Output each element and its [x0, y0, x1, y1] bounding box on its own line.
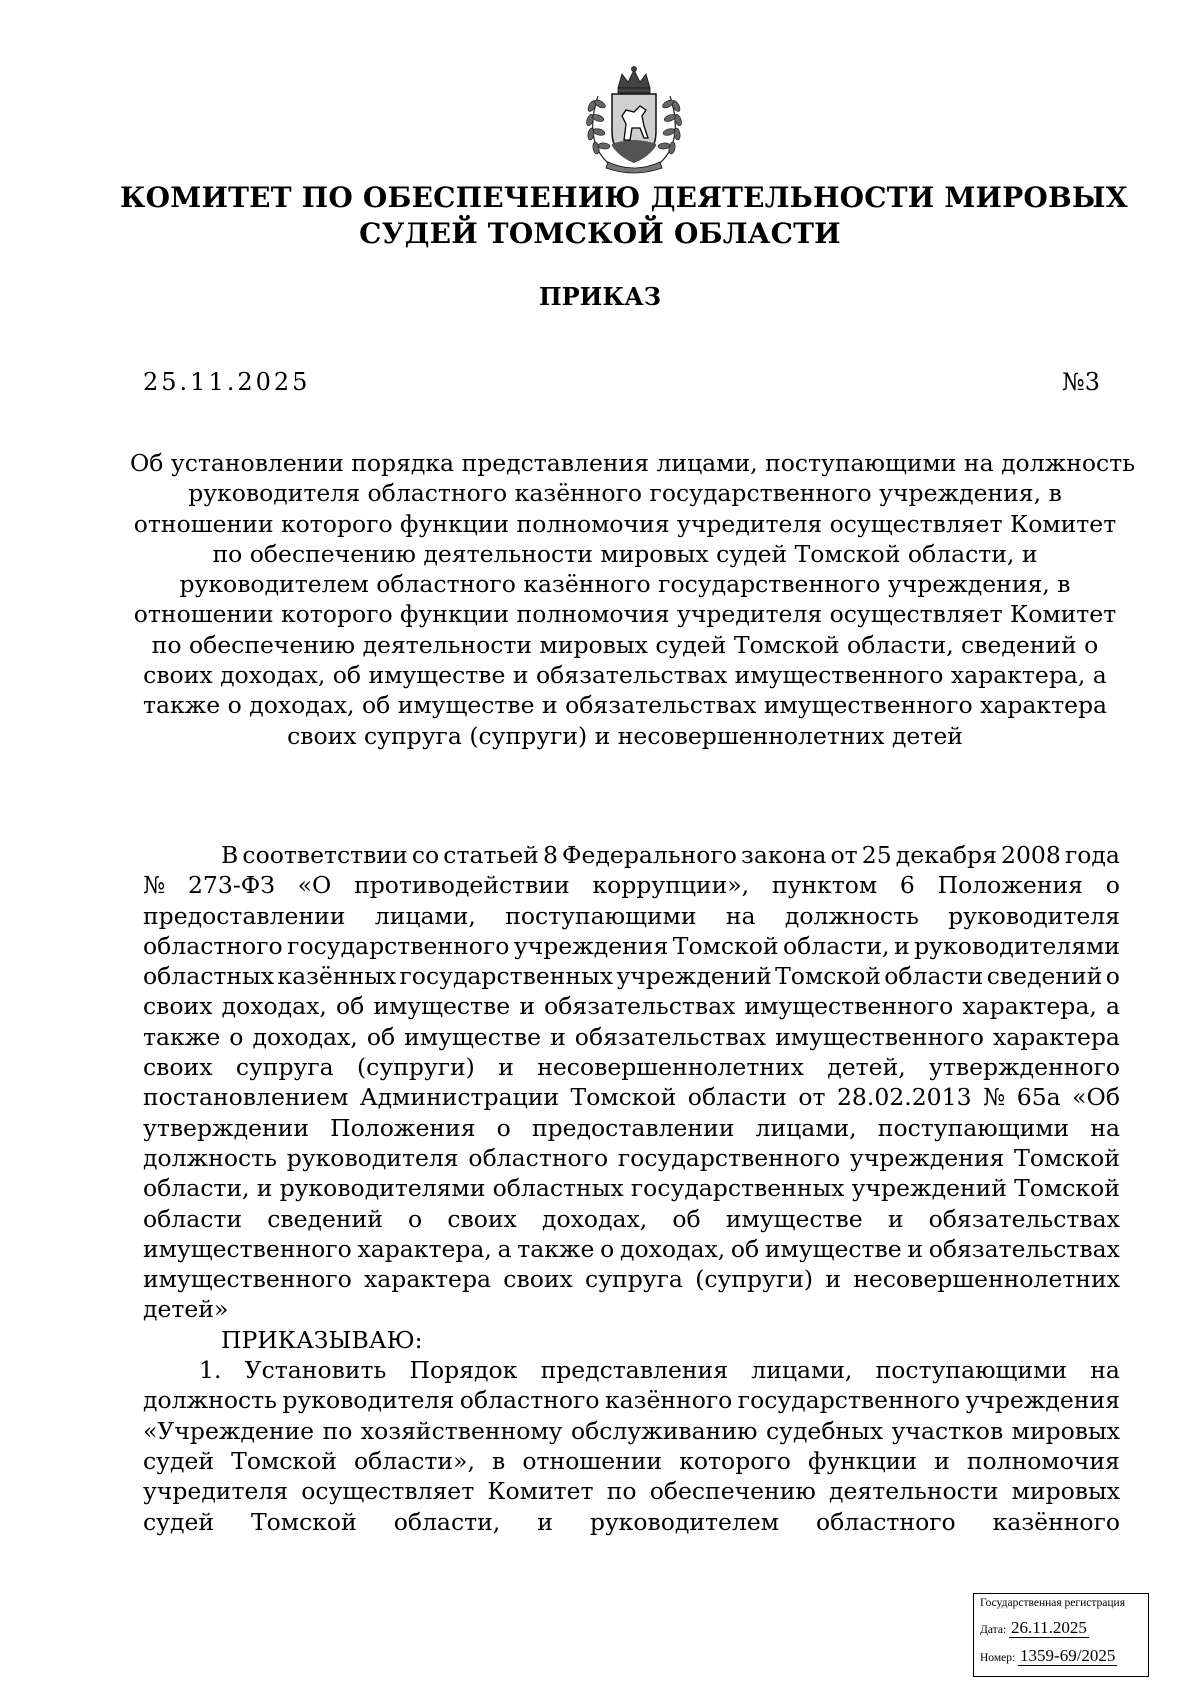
- word: области,: [143, 1174, 250, 1203]
- org-line-2: СУДЕЙ ТОМСКОЙ ОБЛАСТИ: [359, 217, 841, 250]
- word: пунктом: [771, 871, 878, 900]
- word: и: [537, 1507, 553, 1536]
- word: области: [884, 962, 984, 991]
- word: области»,: [354, 1446, 475, 1475]
- document-subject: [130, 448, 1136, 751]
- word: имуществе: [404, 1022, 541, 1051]
- word: 65а: [1016, 1083, 1061, 1112]
- word: соответствии: [242, 841, 408, 869]
- preamble-line: [143, 1022, 1120, 1052]
- preamble-line: [143, 961, 1120, 991]
- word: государственных: [630, 1174, 845, 1203]
- preamble-line: [143, 991, 1120, 1021]
- item-1-line: [143, 1446, 1120, 1476]
- word: и: [519, 992, 535, 1021]
- word: и: [550, 1022, 566, 1051]
- word: осуществляет: [301, 1477, 475, 1506]
- word: и: [894, 931, 910, 960]
- word: закона: [741, 841, 827, 869]
- item-1-line: [143, 1385, 1120, 1415]
- word: должность: [143, 1386, 277, 1415]
- word: об: [366, 1022, 396, 1051]
- word: Комитет: [487, 1477, 594, 1506]
- document-number: №3: [1062, 368, 1100, 396]
- word: руководителя: [282, 1386, 455, 1415]
- preamble-line: [143, 1173, 1120, 1203]
- word: Положения: [937, 871, 1083, 900]
- word: доходах,: [541, 1204, 648, 1233]
- word: имущественного: [775, 1022, 984, 1051]
- preamble-line: [143, 1234, 1120, 1264]
- word: области,: [393, 1507, 501, 1536]
- word: характера: [364, 1265, 492, 1294]
- word: своих: [447, 1204, 517, 1233]
- document-body: [143, 840, 1120, 1537]
- word: казённого: [604, 1386, 733, 1415]
- word: и: [498, 1053, 514, 1082]
- preamble-line: [143, 1082, 1120, 1112]
- word: на: [1090, 1113, 1120, 1142]
- word: (супруги): [695, 1265, 814, 1294]
- word: 25: [861, 841, 892, 869]
- word: обязательствах: [544, 992, 736, 1021]
- word: об: [672, 1204, 701, 1233]
- word: года: [1064, 841, 1120, 869]
- subject-line: по обеспечению деятельности мировых судей Томской области, и: [212, 539, 1038, 568]
- word: своих: [143, 1053, 213, 1082]
- word: 6: [899, 871, 915, 900]
- word: супруга: [585, 1265, 683, 1294]
- word: Томской: [570, 1083, 677, 1112]
- word: мировых: [1011, 1416, 1120, 1445]
- word: Томской: [1014, 1174, 1120, 1203]
- word: доходах,: [252, 1022, 358, 1051]
- word: а: [1105, 992, 1120, 1021]
- tomsk-coat-of-arms-icon: [578, 66, 690, 176]
- word: должность: [143, 1143, 277, 1172]
- word: статьей: [443, 841, 539, 869]
- word: 28.02.2013: [836, 1083, 972, 1112]
- subject-line: отношении которого функции полномочия учредителя осуществляет Комитет: [133, 509, 1117, 538]
- word: руководителями: [914, 931, 1120, 960]
- word: характера: [992, 1022, 1120, 1051]
- word: Томской: [672, 931, 779, 960]
- word: учреждения: [965, 1386, 1120, 1415]
- word: государственного: [617, 1143, 841, 1172]
- word: супруга: [235, 1053, 334, 1082]
- word: несовершеннолетних: [537, 1053, 804, 1082]
- word: и: [887, 1204, 904, 1233]
- word: а: [497, 1234, 512, 1263]
- word: обслуживанию: [570, 1416, 758, 1445]
- word: имуществе: [725, 1204, 863, 1233]
- word: Установить: [244, 1356, 387, 1385]
- word: должность: [784, 901, 919, 930]
- word: Томской: [1014, 1143, 1120, 1172]
- word: полномочия: [966, 1446, 1120, 1475]
- word: также: [143, 1022, 221, 1051]
- word: №: [983, 1083, 1006, 1112]
- word: обязательствах: [928, 1234, 1120, 1263]
- word: Положения: [330, 1113, 476, 1142]
- word: утвержденного: [929, 1053, 1120, 1082]
- word: имуществе: [373, 992, 511, 1021]
- item-1-line: [143, 1416, 1120, 1446]
- word: области,: [783, 931, 890, 960]
- word: своих: [503, 1265, 573, 1294]
- word: представления: [540, 1356, 729, 1385]
- word: хозяйственному: [360, 1416, 563, 1445]
- order-word: ПРИКАЗЫВАЮ:: [221, 1325, 423, 1354]
- word: области: [143, 1204, 243, 1233]
- subject-line: отношении которого функции полномочия учредителя осуществляет Комитет: [133, 600, 1117, 629]
- word: о: [1105, 871, 1120, 900]
- word: 273-ФЗ: [187, 871, 275, 900]
- word: государственного: [737, 1386, 961, 1415]
- word: №: [143, 871, 166, 900]
- word: поступающими: [875, 1356, 1068, 1385]
- word: областных: [143, 962, 275, 991]
- word: характера,: [357, 1234, 492, 1263]
- word: учредителя: [143, 1477, 289, 1506]
- word: Томской: [231, 1446, 337, 1475]
- word: области: [687, 1083, 787, 1112]
- word: и: [256, 1174, 273, 1203]
- preamble-line: [143, 840, 1120, 870]
- word: учреждения: [849, 1143, 1005, 1172]
- word: и: [934, 1446, 950, 1475]
- word: о: [408, 1204, 423, 1233]
- word: со: [411, 841, 440, 869]
- word: судей: [143, 1507, 215, 1536]
- item-1-line: [143, 1355, 1120, 1385]
- word: Томской: [250, 1507, 357, 1536]
- word: о: [1105, 962, 1120, 991]
- word: характера,: [962, 992, 1097, 1021]
- word: на: [725, 901, 756, 930]
- word: от: [798, 1083, 826, 1112]
- stamp-number-row: [980, 1646, 1117, 1666]
- stamp-number-label: Номер:: [980, 1652, 1016, 1664]
- preamble-line: [143, 1204, 1120, 1234]
- word: мировых: [1011, 1477, 1120, 1506]
- document-date: 25.11.2025: [143, 368, 311, 396]
- word: предоставлении: [143, 901, 346, 930]
- preamble-line: [143, 1264, 1120, 1294]
- word: отношении: [522, 1446, 663, 1475]
- item-1-line: [143, 1507, 1120, 1537]
- registration-stamp: [973, 1593, 1149, 1677]
- word: В: [221, 841, 239, 869]
- word: своих: [143, 992, 213, 1021]
- preamble-line: [143, 931, 1120, 961]
- word: утверждении: [143, 1113, 309, 1142]
- word: учреждений: [616, 962, 772, 991]
- word: судебных: [765, 1416, 884, 1445]
- stamp-title: Государственная регистрация: [980, 1597, 1125, 1609]
- word: об: [730, 1234, 760, 1263]
- subject-line: своих супруга (супруги) и несовершеннолетних детей: [287, 721, 963, 750]
- word: (супруги): [357, 1053, 475, 1082]
- word: учреждения: [513, 931, 669, 960]
- word: доходах,: [619, 1234, 726, 1263]
- word: по: [606, 1477, 637, 1506]
- word: обязательствах: [574, 1022, 767, 1051]
- word: казённого: [992, 1507, 1120, 1536]
- word: несовершеннолетних: [853, 1265, 1120, 1294]
- word: функции: [807, 1446, 917, 1475]
- word: поступающими: [877, 1113, 1070, 1142]
- subject-line: Об установлении порядка представления лицами, поступающими на должность: [130, 449, 1136, 477]
- word: областного: [143, 931, 283, 960]
- word: Администрации: [359, 1083, 560, 1112]
- word: «Об: [1072, 1083, 1120, 1112]
- word: руководителя: [286, 1143, 459, 1172]
- word: 2008: [1001, 841, 1061, 869]
- word: областного: [459, 1386, 600, 1415]
- word: деятельности: [829, 1477, 999, 1506]
- word: Федерального: [562, 841, 737, 869]
- word: руководителем: [589, 1507, 780, 1536]
- word: «О: [297, 871, 332, 900]
- word: государственных: [399, 962, 614, 991]
- word: обеспечению: [649, 1477, 816, 1506]
- stamp-number-value: 1359-69/2025: [1020, 1646, 1116, 1665]
- org-line-1: КОМИТЕТ ПО ОБЕСПЕЧЕНИЮ ДЕЯТЕЛЬНОСТИ МИРОВЫХ: [120, 181, 1128, 214]
- stamp-date-label: Дата:: [980, 1624, 1007, 1636]
- word: декабря: [895, 841, 997, 869]
- word: лицами,: [751, 1356, 853, 1385]
- word: которого: [679, 1446, 791, 1475]
- preamble-line: [143, 1113, 1120, 1143]
- stamp-date-value: 26.11.2025: [1011, 1618, 1087, 1637]
- word: Томской: [775, 962, 881, 991]
- subject-line: по обеспечению деятельности мировых судей Томской области, сведений о: [151, 630, 1099, 659]
- word: учреждений: [851, 1174, 1007, 1203]
- word: лицами,: [374, 901, 476, 930]
- stamp-date-row: [980, 1618, 1089, 1638]
- preamble-line: [143, 1052, 1120, 1082]
- organization-name: [120, 180, 1128, 252]
- item-1-line: [143, 1476, 1120, 1506]
- word: о: [600, 1234, 615, 1263]
- subject-line: также о доходах, об имуществе и обязательствах имущественного характера: [142, 691, 1108, 720]
- word: имущественного: [143, 1234, 352, 1263]
- word: имущественного: [744, 992, 954, 1021]
- word: также: [517, 1234, 595, 1263]
- word: предоставлении: [531, 1113, 735, 1142]
- word: 1.: [199, 1356, 222, 1385]
- preamble-line: [143, 901, 1120, 931]
- word: судей: [143, 1446, 215, 1475]
- word: сведений: [986, 962, 1103, 991]
- word: и: [907, 1234, 924, 1263]
- word: постановлением: [143, 1083, 349, 1112]
- preamble-line: детей»: [143, 1295, 229, 1324]
- subject-line: руководителя областного казённого государственного учреждения, в: [188, 479, 1062, 508]
- word: в: [492, 1446, 506, 1475]
- subject-line: своих доходах, об имуществе и обязательствах имущественного характера, а: [143, 661, 1107, 690]
- word: областного: [468, 1143, 609, 1172]
- preamble-line: [143, 1143, 1120, 1173]
- word: коррупции»,: [592, 871, 750, 900]
- word: областных: [492, 1174, 624, 1203]
- word: обязательствах: [928, 1204, 1120, 1233]
- word: доходах,: [221, 992, 327, 1021]
- subject-line: руководителем областного казённого государственного учреждения, в: [179, 570, 1071, 599]
- word: Порядок: [409, 1356, 518, 1385]
- word: участков: [891, 1416, 1004, 1445]
- word: поступающими: [505, 901, 697, 930]
- word: об: [335, 992, 365, 1021]
- word: областного: [816, 1507, 956, 1536]
- word: имущественного: [143, 1265, 352, 1294]
- preamble-line: [143, 870, 1120, 900]
- word: о: [229, 1022, 244, 1051]
- word: руководителями: [279, 1174, 486, 1203]
- word: государственного: [287, 931, 510, 960]
- word: от: [830, 841, 858, 869]
- word: о: [496, 1113, 511, 1142]
- word: 8: [542, 841, 558, 869]
- word: имуществе: [764, 1234, 902, 1263]
- word: детей,: [827, 1053, 906, 1082]
- word: руководителя: [948, 901, 1120, 930]
- word: казённых: [277, 962, 397, 991]
- document-type: ПРИКАЗ: [538, 282, 662, 311]
- word: противодействии: [354, 871, 570, 900]
- word: по: [322, 1416, 353, 1445]
- word: сведений: [267, 1204, 383, 1233]
- word: «Учреждение: [143, 1416, 315, 1445]
- word: и: [825, 1265, 841, 1294]
- word: на: [1090, 1356, 1120, 1385]
- word: лицами,: [755, 1113, 857, 1142]
